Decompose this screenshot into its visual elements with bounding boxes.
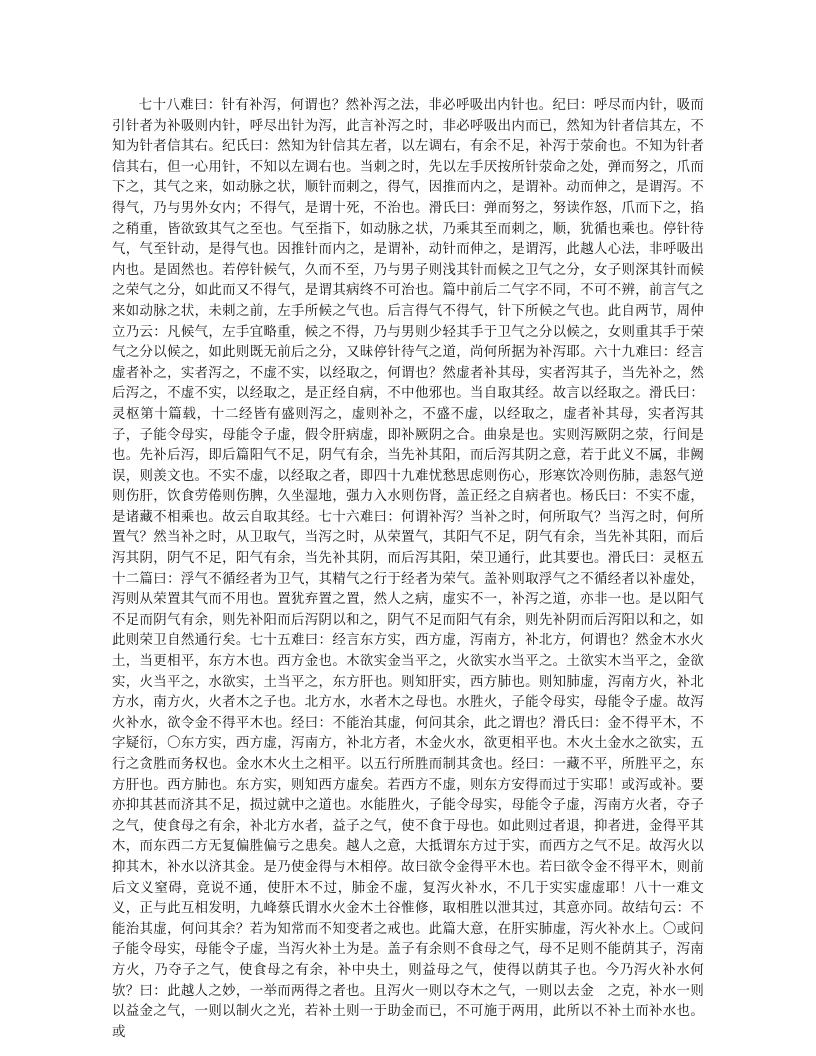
body-paragraph: 七十八难曰：针有补泻，何谓也？然补泻之法，非必呼吸出内针也。纪曰：呼尽而内针，吸而引针者为补吸则内针，呼尽出针为泻，此言补泻之时，非必呼吸出内而已，然知为针者信其左，不知为针者信其右。纪氏曰：然知为针信其左者，以左调右，有余不足，补泻于荥俞也。不知为针者信其右，但一心用针，不知以左调右也。当刺之时，先以左手厌按所针荥命之处，弹而努之，爪而下之，其气之来，如动脉之状，顺针而刺之，得气，因推而内之，是谓补。动而伸之，是谓泻。不得气，乃与男外女内；不得气，是谓十死，不治也。滑氏曰：弹而努之，努读作怒，爪而下之，掐之稍重，皆欲致其气之至也。气至指下，如动脉之状，乃乘其至而刺之，顺，犹循也乘也。停针待气，气至针动，是得气也。因推针而内之，是谓补，动针而伸之，是谓泻，此越人心法，非呼吸出内也。是固然也。若停针候气，久而不至，乃与男子则浅其针而候之卫气之分，女子则深其针而候之荣气之分，如此而又不得气，是谓其病终不可治也。篇中前后二气字不同，不可不辨，前言气之来如动脉之状，未刺之前，左手所候之气也。后言得气不得气，针下所候之气也。此自两节，周仲立乃云：凡候气，左手宜略重，候之不得，乃与男则少轻其手于卫气之分以候之，女则重其手于荣气之分以候之，如此则既无前后之分，又昧停针待气之道，尚何所据为补泻耶。六十九难曰：经言虚者补之，实者泻之，不虚不实，以经取之，何谓也？然虚者补其母，实者泻其子，当先补之，然后泻之，不虚不实，以经取之，是正经自病，不中他邪也。当自取其经。故言以经取之。滑氏曰：灵枢第十篇载，十二经皆有盛则泻之，虚则补之，不盛不虚，以经取之，虚者补其母，实者泻其子，子能令母实，母能令子虚，假令肝病虚，即补厥阴之合。曲泉是也。实则泻厥阴之荥，行间是也。先补后泻，即后篇阳气不足，阴气有余，当先补其阳，而后泻其阴之意，若于此义不属，非阙误，则羡文也。不实不虚，以经取之者，即四十九难忧愁思虑则伤心，形寒饮冷则伤肺，恚怒气逆则伤肝，饮食劳倦则伤脾，久坐湿地，强力入水则伤肾，盖正经之自病者也。杨氏曰：不实不虚，是诸藏不相乘也。故云自取其经。七十六难曰：何谓补泻？当补之时，何所取气？当泻之时，何所置气？然当补之时，从卫取气，当泻之时，从荣置气，其阳气不足，阴气有余，当先补其阳，而后泻其阴，阴气不足，阳气有余，当先补其阴，而后泻其阳，荣卫通行，此其要也。滑氏曰：灵枢五十二篇曰：浮气不循经者为卫气，其精气之行于经者为荣气。盖补则取浮气之不循经者以补虚处，泻则从荣置其气而不用也。置犹弃置之置，然人之病，虚实不一，补泻之道，亦非一也。是以阳气不足而阴气有余，则先补阳而后泻阴以和之，阴气不足而阳气有余，则先补阴而后泻阳以和之，如此则荣卫自然通行矣。七十五难曰：经言东方实，西方虚，泻南方，补北方，何谓也？然金木水火土，当更相平，东方木也。西方金也。木欲实金当平之，火欲实水当平之。土欲实木当平之，金欲实，火当平之，水欲实，土当平之，东方肝也。则知肝实，西方肺也。则知肺虚，泻南方火，补北方水，南方火，火者木之子也。北方水，水者木之母也。水胜火，子能令母实，母能令子虚。故泻火补水，欲令金不得平木也。经曰：不能治其虚，何问其余，此之谓也？滑氏曰：金不得平木，不字疑衍，〇东方实，西方虚，泻南方，补北方者，木金火水，欲更相平也。木火土金水之欲实，五行之贪胜而务权也。金水木火土之相平。以五行所胜而制其贪也。经曰：一藏不平，所胜平之，东方肝也。西方肺也。东方实，则知西方虚矣。若西方不虚，则东方安得而过于实耶！或泻或补。要亦抑其甚而济其不足，损过就中之道也。水能胜火，子能令母实，母能令子虚，泻南方火者，夺子之气，使食母之有余，补北方水者，益子之气，使不食于母也。如此则过者退，抑者进，金得平其木，而东西二方无复偏胜偏亏之患矣。越人之意，大抵谓东方过于实，而西方之气不足。故泻火以抑其木，补水以济其金。是乃使金得与木相停。故曰欲令金得平木也。若曰欲令金不得平木，则前后文义窒碍，竟说不通，使肝木不过，肺金不虚，复泻火补水，不几于实实虚虚耶！八十一难文义，正与此互相发明，九峰蔡氏谓水火金木土谷惟修，取相胜以泄其过，其意亦同。故结句云：不能治其虚，何问其余？若为知常而不知变者之戒也。此篇大意，在肝实肺虚，泻火补水上。〇或问子能令母实，母能令子虚，当泻火补土为是。盖子有余则不食母之气，母不足则不能荫其子，泻南方火，乃夺子之气，使食母之有余，补中央土，则益母之气，使得以荫其子也。今乃泻火补水何欤？曰：此越人之妙，一举而两得之者也。且泻火一则以夺木之气，一则以去金 之克，补水一则以益金之气，一则以制火之光，若补土则一于助金而已，不可施于两用，此所以不补土而补水也。或 [112,98,704,1040]
document-page [112,96,704,1040]
